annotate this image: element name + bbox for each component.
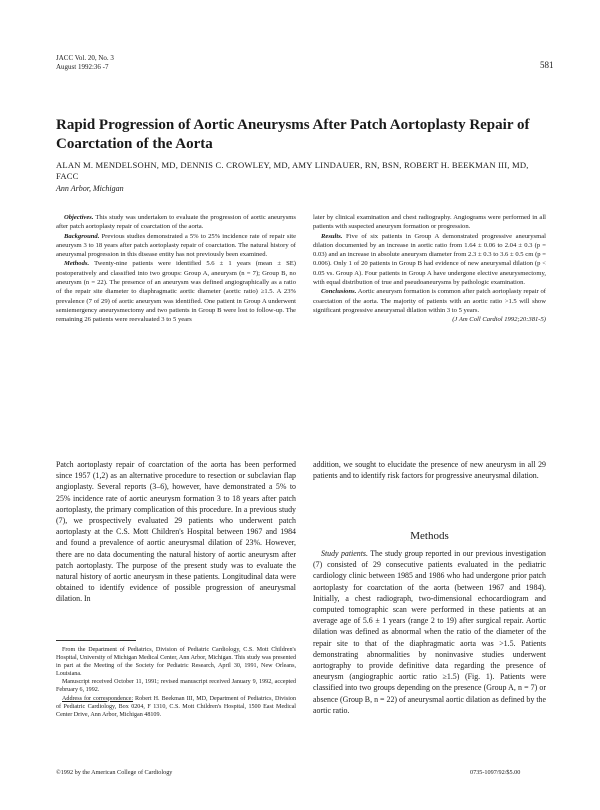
intro-paragraph-continued: addition, we sought to elucidate the presence of new aneurysm in all 29 patients and to identify risk factors for progressive aneurysmal dilation. [313,460,546,481]
abstract-methods-continued: later by clinical examination and chest radiography. Angiograms were performed in all patients with suspected aneurysm formation or progression. [313,214,546,231]
footnote-address [56,695,296,719]
abstract-results [313,232,546,288]
methods-label: Methods. [64,260,90,268]
abstract-objectives [56,213,296,232]
journal-header [56,54,114,72]
conclusions-label: Conclusions. [321,288,357,296]
study-patients-text: The study group reported in our previous investigation (7) consisted of 29 consecutive patients evaluated in the pediatric cardiology clinic between 1985 and 1986 who had undergone prior patch aortoplasty for coarctation of the aorta (between 1967 and 1984). Initially, a chest radiograph, two-dimensional echocardiogram and computed tomographic scan were performed in these patients at an average age of 5.6 ± 1 years (range 2 to 19) after surgical repair. Aortic dilation was defined as abnormal when the ratio of the diameter of the repair site to that of the diaphragmatic aorta was >1.5. Patients demonstrating abnormalities by noninvasive studies underwent aortography to provide definitive data regarding the presence of aneurysm (angiographic aortic ratio ≥1.5) (Fig. 1). Patients were classified into two groups depending on the presence (Group A, n = 7) or absence (Group B, n = 22) of aneurysmal aortic dilation as defined by the aortic ratio. [313,549,546,715]
results-text: Five of six patients in Group A demonstrated progressive aneurysmal dilation documented by an increase in aortic ratio from 1.64 ± 0.06 to 2.04 ± 0.3 (p = 0.03) and an increase in absolute aneurysm diameter from 2.3 ± 0.3 to 3.6 ± 0.5 cm (p = 0.006). Only 1 of 20 patients in Group B had evidence of new aneurysmal dilation (p < 0.05 vs. Group A). Four patients in Group A have undergone elective aneurysmectomy, with equal distribution of true and pseudoaneurysms by pathologic examination. [313,232,546,287]
footnote-divider [56,640,136,641]
article-title: Rapid Progression of Aortic Aneurysms After Patch Aortoplasty Repair of Coarctation of the Aorta [56,117,530,152]
footnote-address-text: Robert H. Beekman III, MD, Department of Pediatrics, Division of Pediatric Cardiology, Box 0204, F 1310, C.S. Mott Children's Hospital, 1500 East Medical Center Drive, Ann Arbor, Michigan 48109. [56,695,296,718]
affiliation: Ann Arbor, Michigan [56,184,124,193]
issn-code: 0735-1097/92/$5.00 [470,769,521,776]
background-text: Previous studies demonstrated a 5% to 25% incidence rate of repair site aneurysm 3 to 18 years after patch aortoplasty repair of coarctation. The natural history of aneurysmal progression in this disease entity has not previously been examined. [56,232,296,259]
abstract-right-column [313,213,546,325]
page-number: 581 [540,60,554,70]
journal-citation: (J Am Coll Cardiol 1992;20:381-5) [452,316,546,324]
background-label: Background. [64,232,100,240]
methods-heading: Methods [410,530,449,542]
results-label: Results. [321,232,343,240]
objectives-label: Objectives. [64,214,94,221]
footnote-received: Manuscript received October 11, 1991; revised manuscript received January 9, 1992, accepted February 6, 1992. [56,679,296,694]
study-patients-paragraph [313,548,546,716]
body-right-column [313,459,546,481]
objectives-text: This study was undertaken to evaluate the progression of aortic aneurysms after patch aortoplasty repair of coarctation of the aorta. [56,214,296,231]
body-left-column [56,459,296,605]
journal-date: August 1992:36 -7 [56,63,109,71]
copyright-notice: ©1992 by the American College of Cardiology [56,769,173,776]
abstract-conclusions [313,287,546,315]
footnote [56,646,296,719]
conclusions-text: Aortic aneurysm formation is common after patch aortoplasty repair of coarctation of the aorta. The majority of patients with an aortic ratio >1.5 will show significant progressive aneurysmal dilation within 3 to 5 years. [313,288,546,314]
author-list: ALAN M. MENDELSOHN, MD, DENNIS C. CROWLEY, MD, AMY LINDAUER, RN, BSN, ROBERT H. BEEKMAN III, MD, FACC [56,160,529,181]
intro-paragraph: Patch aortoplasty repair of coarctation of the aorta has been performed since 1957 (1,2) as an alternative procedure to resection or subclavian flap angioplasty. Several reports (3–6), however, have demonstrated a 5% to 25% incidence rate of aortic aneurysm formation 3 to 18 years after patch aortoplasty, the primary complication of this procedure. In a previous study (7), we prospectively evaluated 29 patients who underwent patch aortoplasty at the C.S. Mott Children's Hospital between 1967 and 1984 and found a prevalence of aortic aneurysmal dilation of 23%. However, there are no data documenting the natural history of aortic aneurysm after patch aortoplasty. The purpose of the present study was to evaluate the natural history of aortic aneurysm in these patients. Longitudinal data were obtained to identify evidence of possible progression of aneurysmal dilation. In [56,460,296,604]
methods-text: Twenty-nine patients were identified 5.6 ± 1 years (mean ± SE) postoperatively and classified into two groups: Group A, aneurysm (n = 7); Group B, no aneurysm (n = 22). The presence of an aneurysm was defined angiographically as a ratio of the repair site diameter to diaphragmatic aortic diameter (aortic ratio) ≥1.5. A 23% prevalence (7 of 29) of aortic aneurysm was identified. One patient in Group A underwent semiemergency aneurysmectomy and two patients in Group B were lost to follow-up. The remaining 26 patients were reevaluated 3 to 5 years [56,260,296,324]
abstract-methods [56,259,296,324]
abstract-left-column [56,213,296,325]
methods-section [313,548,546,716]
abstract-background [56,232,296,260]
journal-volume: JACC Vol. 20, No. 3 [56,54,114,62]
study-patients-label: Study patients. [321,549,368,558]
footnote-affiliation: From the Department of Pediatrics, Division of Pediatric Cardiology, C.S. Mott Children's Hospital, University of Michigan Medical Center, Ann Arbor, Michigan. This study was presented in part at the Meeting of the Society for Pediatric Research, April 30, 1991, New Orleans, Louisiana. [56,647,296,678]
footnote-address-label: Address for correspondence: [62,695,134,702]
